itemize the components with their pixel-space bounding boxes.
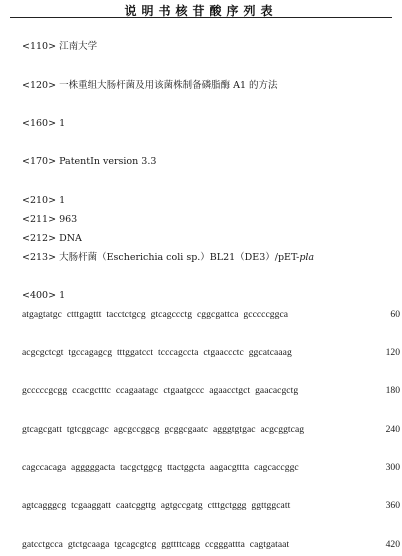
field-210-seq-id: <210> 1 bbox=[22, 195, 66, 206]
field-213-organism bbox=[22, 252, 314, 264]
sequence-bases: gatcctgcca gtctgcaaga tgcagcgtcg ggttttcagg ccgggattta cagtgataat bbox=[22, 539, 290, 550]
sequence-row bbox=[22, 347, 402, 359]
sequence-row bbox=[22, 309, 402, 321]
field-211-length: <211> 963 bbox=[22, 214, 78, 225]
organism-plasmid-suffix: pla bbox=[299, 252, 315, 263]
field-212-type: <212> DNA bbox=[22, 233, 82, 244]
page-title: 说明书核苷酸序列表 bbox=[124, 4, 278, 18]
field-120-title: <120> 一株重组大肠杆菌及用该菌株制备磷脂酶 A1 的方法 bbox=[22, 80, 278, 91]
sequence-row bbox=[22, 500, 402, 512]
sequence-position: 60 bbox=[390, 309, 400, 320]
field-400-seq-start: <400> 1 bbox=[22, 290, 66, 301]
sequence-row bbox=[22, 462, 402, 474]
page-header bbox=[0, 0, 402, 20]
organism-text: <213> 大肠杆菌（Escherichia coli sp.）BL21（DE3）/pET- bbox=[22, 252, 300, 263]
sequence-bases: cagccacaga agggggacta tacgctggcg ttactggcta aagacgttta cagcaccggc bbox=[22, 462, 299, 473]
sequence-position: 120 bbox=[385, 347, 400, 358]
sequence-position: 420 bbox=[385, 539, 400, 550]
header-divider bbox=[10, 17, 392, 18]
sequence-bases: gtcagcgatt tgtcggcagc agcgccggcg gcggcgaatc agggtgtgac acgcggtcag bbox=[22, 424, 305, 435]
sequence-position: 360 bbox=[385, 500, 400, 511]
sequence-position: 300 bbox=[385, 462, 400, 473]
sequence-position: 240 bbox=[385, 424, 400, 435]
field-160-seq-count: <160> 1 bbox=[22, 118, 66, 129]
sequence-row bbox=[22, 385, 402, 397]
sequence-bases: atgagtatgc ctttgagttt tacctctgcg gtcagccctg cggcgattca gcccccggca bbox=[22, 309, 289, 320]
sequence-row bbox=[22, 424, 402, 436]
field-110-applicant: <110> 江南大学 bbox=[22, 41, 98, 52]
sequence-bases: gcccccgcgg ccacgctttc ccagaatagc ctgaatgccc agaacctgct gaacacgctg bbox=[22, 385, 299, 396]
sequence-bases: agtcagggcg tcgaaggatt caatcggttg agtgccgatg ctttgctggg ggttggcatt bbox=[22, 500, 291, 511]
sequence-bases: acgcgctcgt tgccagagcg tttggatcct tcccagccta ctgaaccctc ggcatcaaag bbox=[22, 347, 292, 358]
sequence-position: 180 bbox=[385, 385, 400, 396]
sequence-row bbox=[22, 539, 402, 551]
field-170-software: <170> PatentIn version 3.3 bbox=[22, 156, 157, 167]
